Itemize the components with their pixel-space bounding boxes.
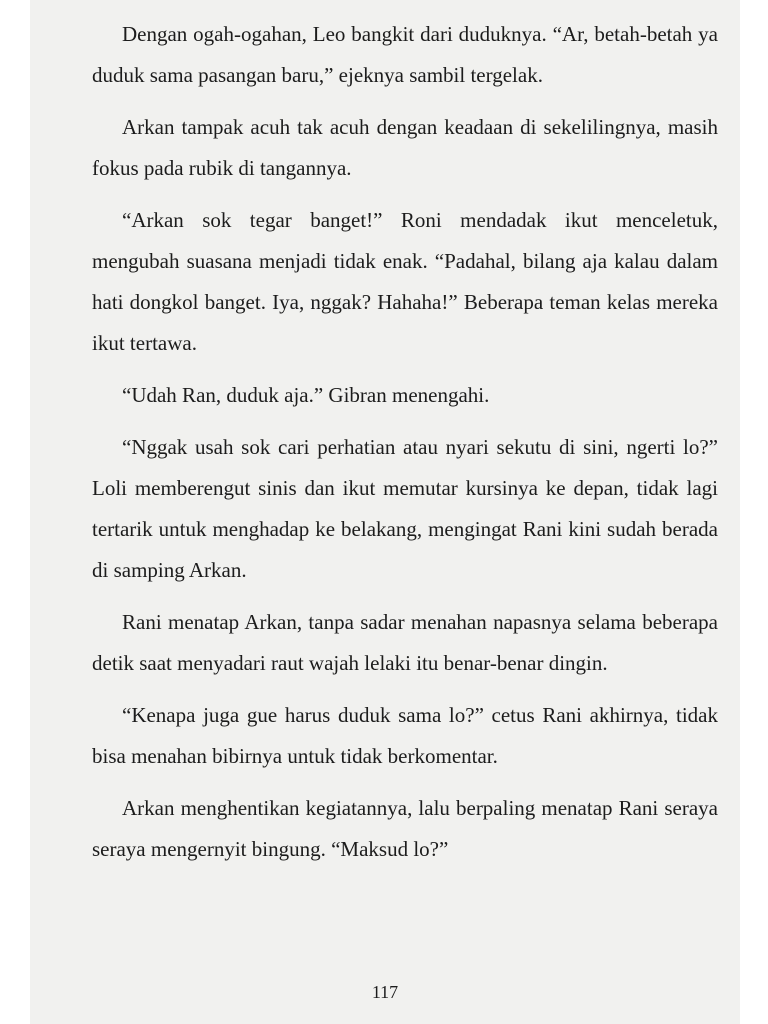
paragraph-8: Arkan menghentikan kegiatannya, lalu berpaling menatap Rani seraya seraya mengernyit bingung. “Maksud lo?” [92,796,718,861]
paragraph-1: Dengan ogah-ogahan, Leo bangkit dari duduknya. “Ar, betah-betah ya duduk sama pasangan baru,” ejeknya sambil tergelak. [92,22,718,87]
paragraph-2: Arkan tampak acuh tak acuh dengan keadaan di sekelilingnya, masih fokus pada rubik di tangannya. [92,115,718,180]
paragraph-7: “Kenapa juga gue harus duduk sama lo?” cetus Rani akhirnya, tidak bisa menahan bibirnya untuk tidak berkomentar. [92,703,718,768]
book-page [30,0,740,1024]
body-text [92,14,718,881]
page-number: 117 [371,982,399,1002]
paragraph-3: “Arkan sok tegar banget!” Roni mendadak ikut menceletuk, mengubah suasana menjadi tidak enak. “Padahal, bilang aja kalau dalam hati dongkol banget. Iya, nggak? Hahaha!” Beberapa teman kelas mereka ikut tertawa. [92,208,718,355]
paragraph-4: “Udah Ran, duduk aja.” Gibran menengahi. [122,383,490,407]
paragraph-5: “Nggak usah sok cari perhatian atau nyari sekutu di sini, ngerti lo?” Loli memberengut sinis dan ikut memutar kursinya ke depan, tidak lagi tertarik untuk menghadap ke belakang, mengingat Rani kini sudah berada di samping Arkan. [92,435,718,582]
paragraph-6: Rani menatap Arkan, tanpa sadar menahan napasnya selama beberapa detik saat menyadari raut wajah lelaki itu benar-benar dingin. [92,610,718,675]
